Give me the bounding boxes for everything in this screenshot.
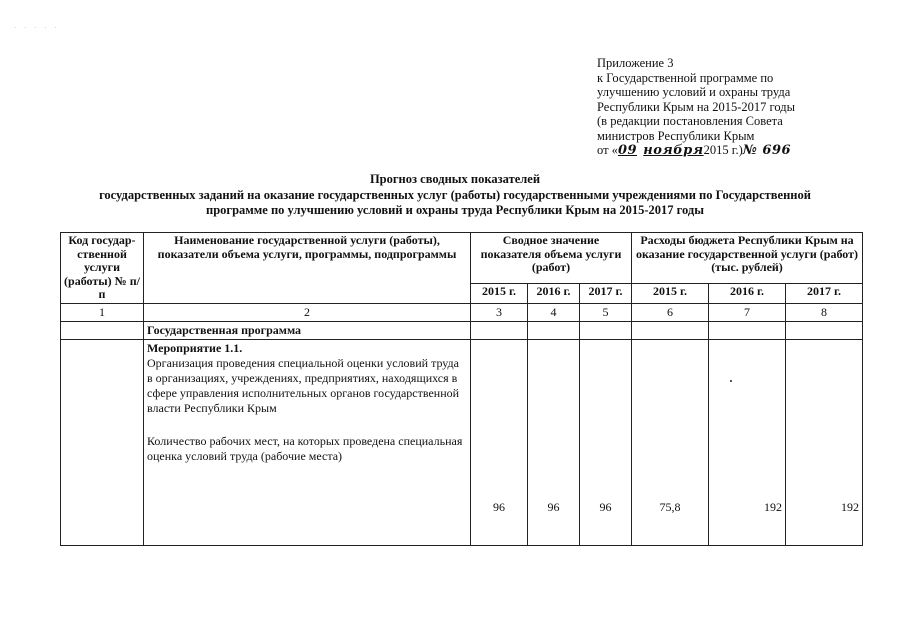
document-title: [40, 172, 870, 219]
volume-2016: 96: [528, 339, 580, 545]
column-number: 1: [61, 303, 144, 321]
appendix-line-3: улучшению условий и охраны труда: [597, 85, 791, 99]
empty-cell: [471, 321, 528, 339]
header-year: 2015 г.: [632, 284, 709, 303]
empty-cell: [528, 321, 580, 339]
column-number: 7: [709, 303, 786, 321]
expense-2015: 75,8: [632, 339, 709, 545]
measure-description-cell: [144, 339, 471, 545]
title-line-3: программе по улучшению условий и охраны труда Республики Крым на 2015-2017 годы: [206, 203, 704, 217]
header-service-name: Наименование государственной услуги (работы), показатели объема услуги, программы, подпрограммы: [144, 233, 471, 304]
measure-code-cell: [61, 339, 144, 545]
header-code: Код государ-ственной услуги (работы) № п/п: [61, 233, 144, 304]
program-label: Государственная программа: [144, 321, 471, 339]
appendix-line-2: к Государственной программе по: [597, 70, 774, 85]
header-row-1: [61, 233, 863, 284]
empty-cell: [632, 321, 709, 339]
measure-indicator: Количество рабочих мест, на которых проведена специальная оценка условий труда (рабочие места): [147, 433, 463, 463]
indicators-table: [60, 232, 863, 546]
handwritten-day: 09: [617, 143, 638, 158]
appendix-note: [597, 56, 857, 159]
volume-2017: 96: [580, 339, 632, 545]
appendix-line-6: министров Республики Крым: [597, 128, 755, 143]
header-year: 2016 г.: [528, 284, 580, 303]
column-number: 2: [144, 303, 471, 321]
expense-2017: 192: [786, 339, 863, 545]
header-volume-group: Сводное значение показателя объема услуги (работ): [471, 233, 632, 284]
empty-cell: [580, 321, 632, 339]
empty-cell: [709, 321, 786, 339]
volume-2015: 96: [471, 339, 528, 545]
header-expenses-group: Расходы бюджета Республики Крым на оказание государственной услуги (работ) (тыс. рублей): [632, 233, 863, 284]
appendix-date-line: [597, 143, 857, 159]
scan-speck: [730, 380, 732, 382]
appendix-line-4: Республики Крым на 2015-2017 годы: [597, 99, 795, 114]
empty-cell: [786, 321, 863, 339]
column-number: 6: [632, 303, 709, 321]
header-year: 2015 г.: [471, 284, 528, 303]
column-number-row: [61, 303, 863, 321]
scan-artifact: · · · · ·: [14, 24, 60, 32]
handwritten-month: ноября: [643, 143, 704, 158]
measure-description: Организация проведения специальной оценки условий труда в организациях, учреждениях, предприятиях, находящихся в сфере управления исполнительных органов государственной власти Республики Крым: [147, 355, 460, 415]
header-year: 2016 г.: [709, 284, 786, 303]
header-year: 2017 г.: [786, 284, 863, 303]
date-prefix: от «: [597, 143, 618, 157]
column-number: 4: [528, 303, 580, 321]
measure-row: [61, 339, 863, 545]
title-line-1: Прогноз сводных показателей: [369, 172, 541, 186]
program-code-cell: [61, 321, 144, 339]
spacer: [147, 416, 467, 434]
appendix-line-1: Приложение 3: [597, 56, 674, 70]
program-row: [61, 321, 863, 339]
appendix-line-5: (в редакции постановления Совета: [597, 114, 783, 128]
measure-title: Мероприятие 1.1.: [147, 340, 243, 355]
column-number: 5: [580, 303, 632, 321]
handwritten-number: № 696: [742, 143, 792, 158]
header-year: 2017 г.: [580, 284, 632, 303]
expense-2016: 192: [709, 339, 786, 545]
title-line-2: государственных заданий на оказание государственных услуг (работы) государственными учреждениями по Государственной: [99, 187, 811, 202]
date-year-suffix: 2015 г.): [703, 143, 743, 157]
column-number: 3: [471, 303, 528, 321]
column-number: 8: [786, 303, 863, 321]
